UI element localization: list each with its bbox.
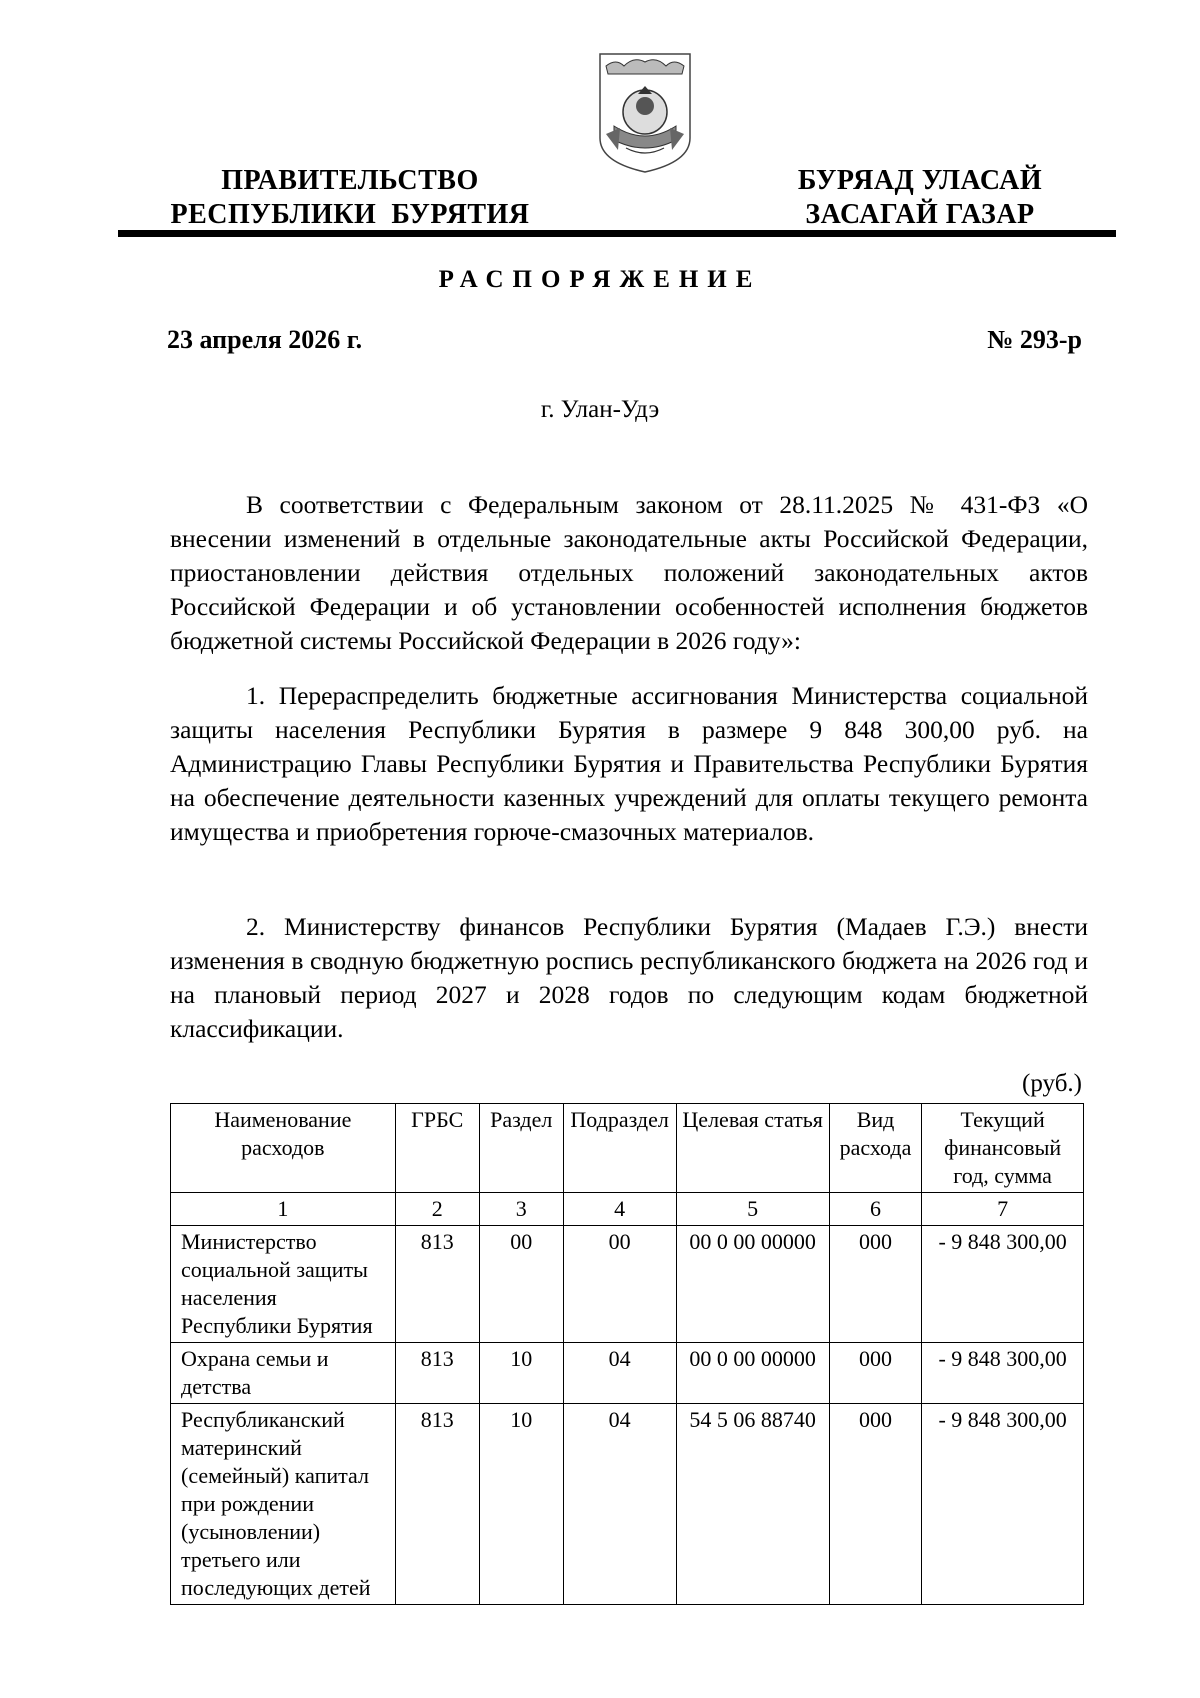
column-number: 6 — [829, 1193, 921, 1226]
header-grbs: ГРБС — [395, 1104, 479, 1193]
column-number: 5 — [676, 1193, 829, 1226]
preamble-paragraph: В соответствии с Федеральным законом от 28.11.2025 № 431-ФЗ «О внесении изменений в отдельные законодательные акты Российской Федерации, приостановлении действия отдельных положений законодательных актов Российской Федерации и об установлении особенностей исполнения бюджетов бюджетной системы Российской Федерации в 2026 году»: — [170, 490, 1088, 655]
header-left-line1: ПРАВИТЕЛЬСТВО — [221, 165, 479, 196]
row-razdel: 10 — [479, 1404, 563, 1605]
header-divider — [118, 230, 1116, 237]
row-name: Охрана семьи и детства — [171, 1343, 396, 1404]
row-vid: 000 — [829, 1404, 921, 1605]
column-number: 7 — [922, 1193, 1084, 1226]
column-number: 2 — [395, 1193, 479, 1226]
header-vid: Вид расхода — [829, 1104, 921, 1193]
row-name: Министерство социальной защиты населения Республики Бурятия — [171, 1226, 396, 1343]
column-number: 3 — [479, 1193, 563, 1226]
row-podrazdel: 00 — [563, 1226, 676, 1343]
column-number: 1 — [171, 1193, 396, 1226]
table-header-row — [171, 1104, 1084, 1193]
row-vid: 000 — [829, 1226, 921, 1343]
header-sum: Текущий финансовый год, сумма — [922, 1104, 1084, 1193]
row-podrazdel: 04 — [563, 1404, 676, 1605]
row-razdel: 00 — [479, 1226, 563, 1343]
document-title: РАСПОРЯЖЕНИЕ — [438, 266, 762, 293]
row-podrazdel: 04 — [563, 1343, 676, 1404]
document-date: 23 апреля 2026 г. — [167, 325, 363, 354]
budget-table — [170, 1103, 1084, 1605]
row-target: 00 0 00 00000 — [676, 1343, 829, 1404]
header-target: Целевая статья — [676, 1104, 829, 1193]
table-column-numbers-row — [171, 1193, 1084, 1226]
document-city: г. Улан-Удэ — [540, 396, 660, 423]
header-government-name-bua — [740, 164, 1100, 232]
row-razdel: 10 — [479, 1343, 563, 1404]
column-number: 4 — [563, 1193, 676, 1226]
row-target: 00 0 00 00000 — [676, 1226, 829, 1343]
table-row — [171, 1226, 1084, 1343]
row-grbs: 813 — [395, 1404, 479, 1605]
row-grbs: 813 — [395, 1343, 479, 1404]
row-sum: - 9 848 300,00 — [922, 1343, 1084, 1404]
header-right-line2: ЗАСАГАЙ ГАЗАР — [805, 199, 1035, 230]
row-sum: - 9 848 300,00 — [922, 1226, 1084, 1343]
header-right-line1: БУРЯАД УЛАСАЙ — [797, 165, 1043, 196]
table-row — [171, 1404, 1084, 1605]
row-name: Республиканский материнский (семейный) капитал при рождении (усыновлении) третьего или последующих детей — [171, 1404, 396, 1605]
coat-of-arms-emblem — [596, 50, 694, 176]
row-sum: - 9 848 300,00 — [922, 1404, 1084, 1605]
header-podrazdel: Подраздел — [563, 1104, 676, 1193]
item-1-paragraph: 1. Перераспределить бюджетные ассигнования Министерства социальной защиты населения Республики Бурятия в размере 9 848 300,00 руб. на Администрацию Главы Республики Бурятия и Правительства Республики Бурятия на обеспечение деятельности казенных учреждений для оплаты текущего ремонта имущества и приобретения горюче-смазочных материалов. — [170, 681, 1088, 846]
document-number: № 293-р — [987, 325, 1082, 354]
row-grbs: 813 — [395, 1226, 479, 1343]
header-left-line2: РЕСПУБЛИКИ БУРЯТИЯ — [170, 199, 530, 230]
row-target: 54 5 06 88740 — [676, 1404, 829, 1605]
header-razdel: Раздел — [479, 1104, 563, 1193]
item-2-paragraph: 2. Министерству финансов Республики Бурятия (Мадаев Г.Э.) внести изменения в сводную бюджетную роспись республиканского бюджета на 2026 год и на плановый период 2027 и 2028 годов по следующим кодам бюджетной классификации. — [170, 912, 1088, 1043]
table-row — [171, 1343, 1084, 1404]
header-government-name-ru — [120, 164, 580, 232]
row-vid: 000 — [829, 1343, 921, 1404]
header-name: Наименование расходов — [171, 1104, 396, 1193]
table-units: (руб.) — [1022, 1070, 1082, 1097]
